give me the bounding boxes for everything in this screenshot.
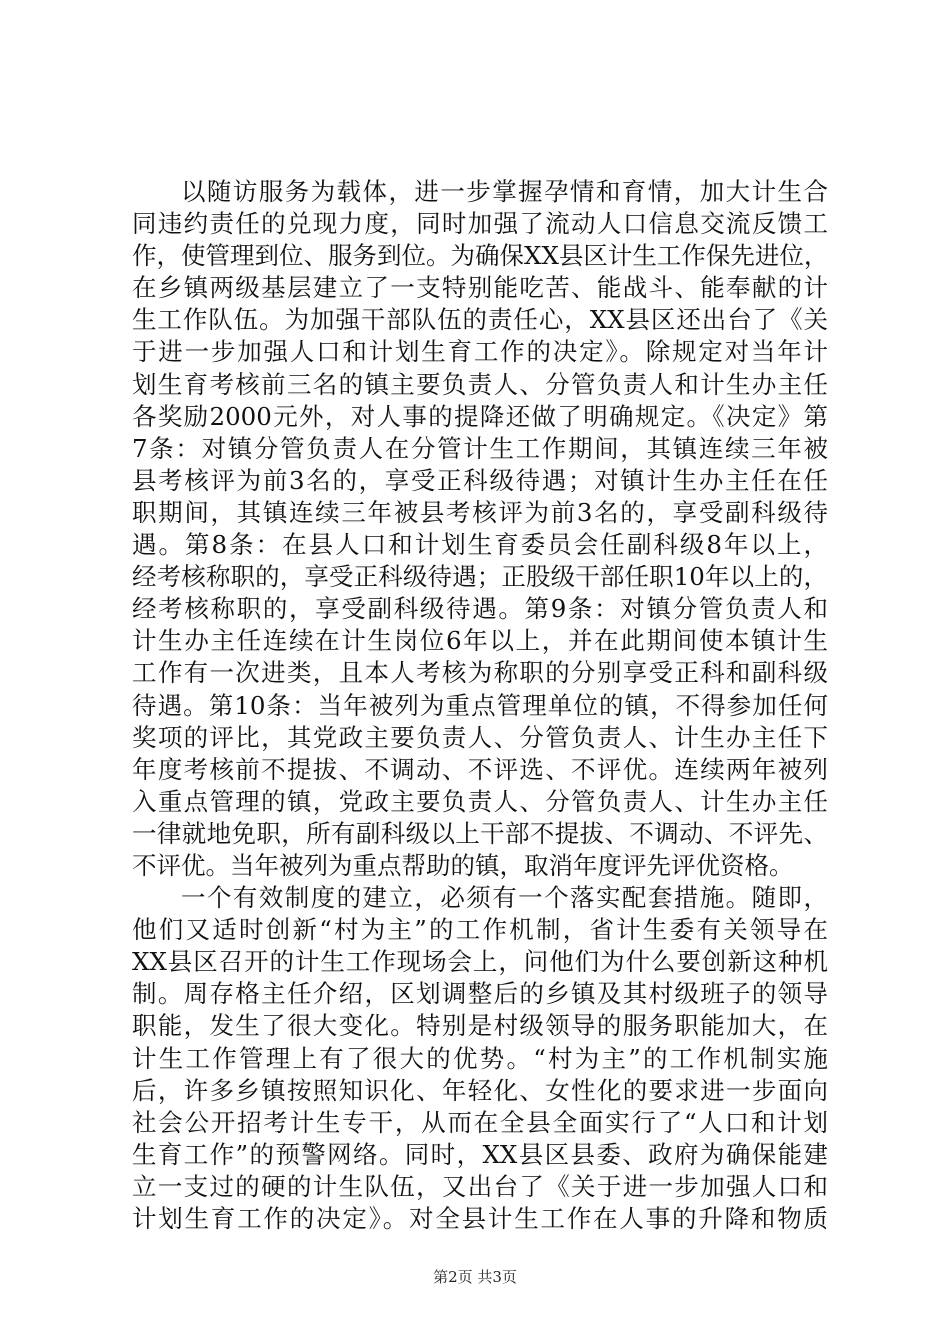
text-line: 制。周存格主任介绍，区划调整后的乡镇及其村级班子的领导 xyxy=(132,979,828,1009)
page-footer: 第2页 共3页 xyxy=(433,1268,517,1286)
text-line: 生育工作”的预警网络。同时，XX县区县委、政府为确保能建 xyxy=(132,1139,828,1169)
text-line: 于进一步加强人口和计划生育工作的决定》。除规定对当年计 xyxy=(132,337,828,367)
document-body xyxy=(132,176,828,1235)
text-line: 遇。第8条：在县人口和计划生育委员会任副科级8年以上， xyxy=(132,530,828,560)
text-line: 后，许多乡镇按照知识化、年轻化、女性化的要求进一步面向 xyxy=(132,1075,828,1105)
text-line: 作，使管理到位、服务到位。为确保XX县区计生工作保先进位， xyxy=(132,241,828,271)
text-line: 计生工作管理上有了很大的优势。“村为主”的工作机制实施 xyxy=(132,1043,828,1073)
text-line: 各奖励2000元外，对人事的提降还做了明确规定。《决定》第 xyxy=(132,401,828,431)
text-line: 待遇。第10条：当年被列为重点管理单位的镇，不得参加任何 xyxy=(132,690,828,720)
text-line: 职期间，其镇连续三年被县考核评为前3名的，享受副科级待 xyxy=(132,497,828,527)
text-line: 入重点管理的镇，党政主要负责人、分管负责人、计生办主任 xyxy=(132,786,828,816)
text-line: 职能，发生了很大变化。特别是村级领导的服务职能加大，在 xyxy=(132,1011,828,1041)
text-line: 年度考核前不提拔、不调动、不评选、不评优。连续两年被列 xyxy=(132,754,828,784)
text-line: 一个有效制度的建立，必须有一个落实配套措施。随即， xyxy=(181,883,828,913)
text-line: 划生育考核前三名的镇主要负责人、分管负责人和计生办主任 xyxy=(132,369,828,399)
text-line: XX县区召开的计生工作现场会上，问他们为什么要创新这种机 xyxy=(132,947,828,977)
text-line: 计生办主任连续在计生岗位6年以上，并在此期间使本镇计生 xyxy=(132,626,828,656)
text-line: 同违约责任的兑现力度，同时加强了流动人口信息交流反馈工 xyxy=(132,209,828,239)
text-line: 经考核称职的，享受副科级待遇。第9条：对镇分管负责人和 xyxy=(132,594,828,624)
text-line: 他们又适时创新“村为主”的工作机制，省计生委有关领导在 xyxy=(132,915,828,945)
text-line: 立一支过的硬的计生队伍，又出台了《关于进一步加强人口和 xyxy=(132,1171,828,1201)
text-line: 计划生育工作的决定》。对全县计生工作在人事的升降和物质 xyxy=(132,1204,828,1233)
text-line: 在乡镇两级基层建立了一支特别能吃苦、能战斗、能奉献的计 xyxy=(132,273,828,303)
text-line: 一律就地免职，所有副科级以上干部不提拔、不调动、不评先、 xyxy=(132,818,828,848)
text-line: 以随访服务为载体，进一步掌握孕情和育情，加大计生合 xyxy=(181,177,828,206)
text-line: 县考核评为前3名的，享受正科级待遇；对镇计生办主任在任 xyxy=(132,465,828,495)
text-line: 工作有一次进类，且本人考核为称职的分别享受正科和副科级 xyxy=(132,658,828,688)
text-line: 奖项的评比，其党政主要负责人、分管负责人、计生办主任下 xyxy=(132,722,828,752)
text-line: 7条：对镇分管负责人在分管计生工作期间，其镇连续三年被 xyxy=(132,433,828,463)
text-line: 社会公开招考计生专干，从而在全县全面实行了“人口和计划 xyxy=(132,1107,828,1137)
text-line: 不评优。当年被列为重点帮助的镇，取消年度评先评优资格。 xyxy=(132,850,794,880)
text-line: 生工作队伍。为加强干部队伍的责任心，XX县区还出台了《关 xyxy=(132,305,828,335)
text-line: 经考核称职的，享受正科级待遇；正股级干部任职10年以上的， xyxy=(132,562,828,592)
